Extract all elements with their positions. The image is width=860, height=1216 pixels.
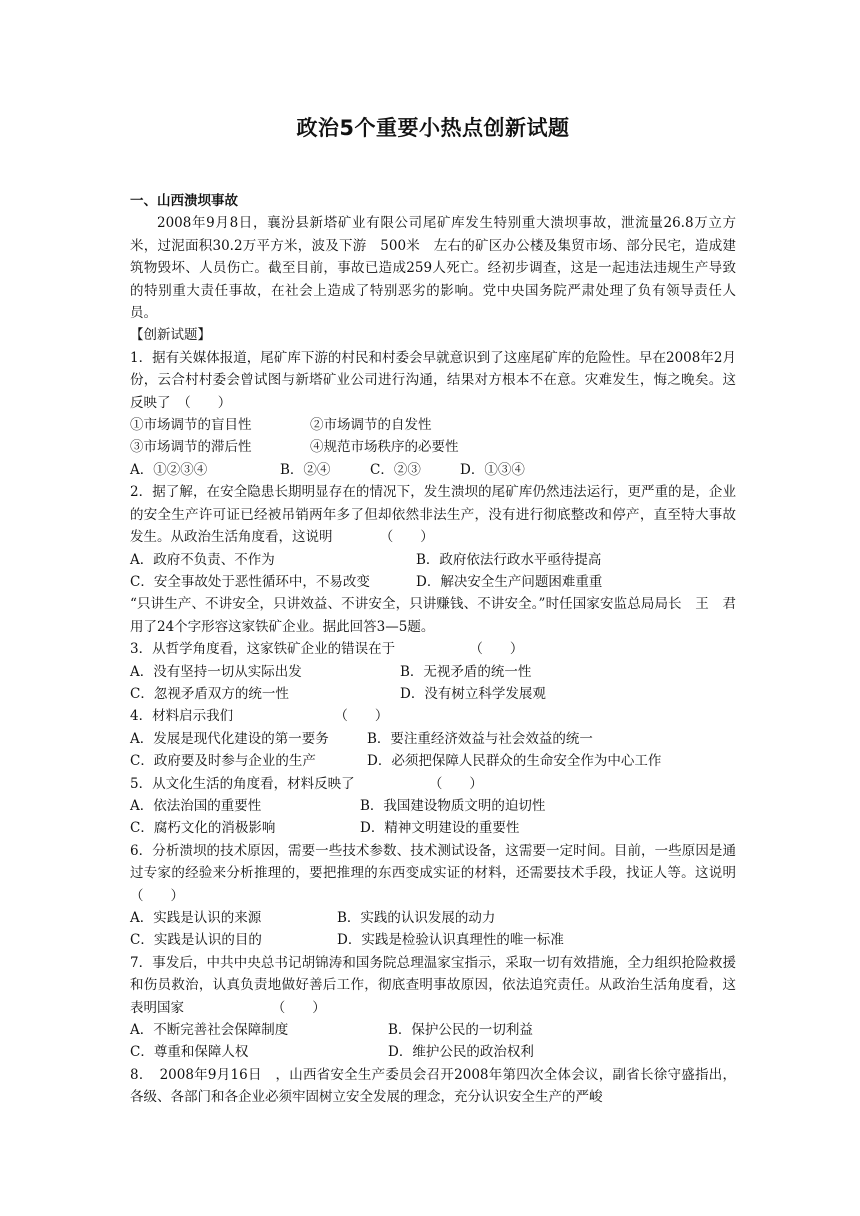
q4-option-c: C．政府要及时参与企业的生产: [130, 753, 316, 770]
question-4-options-row-1: [130, 728, 736, 750]
q6-option-d: D．实践是检验认识真理性的唯一标准: [337, 932, 564, 949]
question-4-stem: 4．材料启示我们 （ ）: [130, 708, 389, 725]
question-6-options-row-2: [130, 929, 736, 951]
q2-option-d: D．解决安全生产问题困难重重: [416, 573, 603, 590]
q7-option-a: A．不断完善社会保障制度: [130, 1022, 289, 1039]
question-5-options-row-1: [130, 795, 736, 817]
q1-item-2: ②市场调节的自发性: [310, 417, 432, 434]
q4-option-d: D．必须把保障人民群众的生命安全作为中心工作: [367, 753, 662, 770]
document-title: 政治5个重要小热点创新试题: [296, 116, 570, 140]
question-8-stem: 8． 2008年9月16日 ，山西省安全生产委员会召开2008年第四次全体会议，副省长徐守盛指出，各级、各部门和各企业必须牢固树立安全发展的理念，充分认识安全生产的严峻: [130, 1066, 736, 1106]
q5-option-a: A．依法治国的重要性: [130, 797, 262, 814]
question-6-stem: 6．分析溃坝的技术原因，需要一些技术参数、技术测试设备，这需要一定时间。目前，一些原因是通过专家的经验来分析推理的，要把推理的东西变成实证的材料，还需要技术手段，找证人等。这说明 （ ）: [130, 842, 831, 904]
q3-option-a: A．没有坚持一切从实际出发: [130, 663, 302, 680]
section-heading-1: 一、山西溃坝事故: [130, 193, 238, 209]
question-1-stem: 1．据有关媒体报道，尾矿库下游的村民和村委会早就意识到了这座尾矿库的危险性。早在2008年2月份，云合村村委会曾试图与新塔矿业公司进行沟通，结果对方根本不在意。灾难发生，悔之晚矣。这反映了 （ ）: [130, 349, 736, 411]
question-7-options-row-1: [130, 1019, 736, 1041]
q4-option-a: A．发展是现代化建设的第一要务: [130, 730, 329, 747]
q2-option-a: A．政府不负责、不作为: [130, 551, 275, 568]
question-7-options-row-2: [130, 1041, 736, 1063]
q5-option-b: B．我国建设物质文明的迫切性: [360, 797, 546, 814]
q6-option-b: B．实践的认识发展的动力: [337, 910, 496, 926]
question-5-stem: 5．从文化生活的角度看，材料反映了 （ ）: [130, 775, 483, 792]
q7-option-d: D．维护公民的政治权利: [388, 1044, 534, 1061]
question-2-options-row-1: [130, 549, 736, 571]
question-3-options-row-1: [130, 661, 736, 683]
question-1-items-row-1: [130, 414, 736, 436]
q1-option-d: D．①③④: [460, 461, 525, 478]
question-2-options-row-2: [130, 571, 736, 593]
q3-option-b: B．无视矛盾的统一性: [400, 663, 532, 680]
q3-option-c: C．忽视矛盾双方的统一性: [130, 685, 289, 702]
question-5-options-row-2: [130, 817, 736, 839]
q4-option-b: B．要注重经济效益与社会效益的统一: [367, 730, 593, 747]
q1-item-4: ④规范市场秩序的必要性: [310, 439, 459, 456]
q5-option-c: C．腐朽文化的消极影响: [130, 820, 276, 837]
question-3-stem: 3．从哲学角度看，这家铁矿企业的错误在于 （ ）: [130, 641, 524, 658]
q2-option-c: C．安全事故处于恶性循环中，不易改变: [130, 573, 370, 590]
q7-option-c: C．尊重和保障人权: [130, 1044, 249, 1061]
q1-option-a: A．①②③④: [130, 461, 208, 478]
question-1-items-row-2: [130, 436, 736, 458]
innovation-heading: 【创新试题】: [130, 327, 211, 344]
document-page: [130, 112, 831, 1109]
q1-option-b: B．②④: [280, 461, 331, 478]
q7-option-b: B．保护公民的一切利益: [388, 1022, 533, 1039]
question-4-options-row-2: [130, 750, 736, 772]
quote-paragraph: “只讲生产、不讲安全，只讲效益、不讲安全，只讲赚钱、不讲安全。”时任国家安监总局局长 王 君用了24个字形容这家铁矿企业。据此回答3—5题。: [130, 596, 736, 635]
q6-option-c: C．实践是认识的目的: [130, 932, 262, 949]
intro-paragraph: 2008年9月8日，襄汾县新塔矿业有限公司尾矿库发生特别重大溃坝事故，泄流量26.8万立方米，过泥面积30.2万平方米，波及下游 500米 左右的矿区办公楼及集贸市场、部分民宅，造成建筑物毁坏、人员伤亡。截至目前，事故已造成259人死亡。经初步调查，这是一起违法违规生产导致的特别重大责任事故，在社会上造成了特别恶劣的影响。党中央国务院严肃处理了负有领导责任人员。: [130, 215, 736, 322]
question-6-options-row-1: [130, 907, 736, 929]
question-1-options: [130, 459, 736, 481]
q2-option-b: B．政府依法行政水平亟待提高: [416, 551, 602, 568]
question-7-stem: 7．事发后，中共中央总书记胡锦涛和国务院总理温家宝指示，采取一切有效措施，全力组织抢险救援和伤员救治，认真负责地做好善后工作，彻底查明事故原因，依法追究责任。从政治生活角度看，这表明国家 （ ）: [130, 954, 736, 1016]
q1-item-1: ①市场调节的盲目性: [130, 417, 252, 434]
q6-option-a: A．实践是认识的来源: [130, 910, 262, 926]
q1-item-3: ③市场调节的滞后性: [130, 439, 252, 456]
q3-option-d: D．没有树立科学发展观: [400, 685, 546, 702]
question-2-stem: 2．据了解，在安全隐患长期明显存在的情况下，发生溃坝的尾矿库仍然违法运行，更严重的是，企业的安全生产许可证已经被吊销两年多了但却依然非法生产，没有进行彻底整改和停产，直至特大事故发生。从政治生活角度看，这说明 （ ）: [130, 484, 736, 546]
question-3-options-row-2: [130, 683, 736, 705]
q5-option-d: D．精神文明建设的重要性: [360, 820, 520, 837]
q1-option-c: C．②③: [370, 461, 421, 478]
